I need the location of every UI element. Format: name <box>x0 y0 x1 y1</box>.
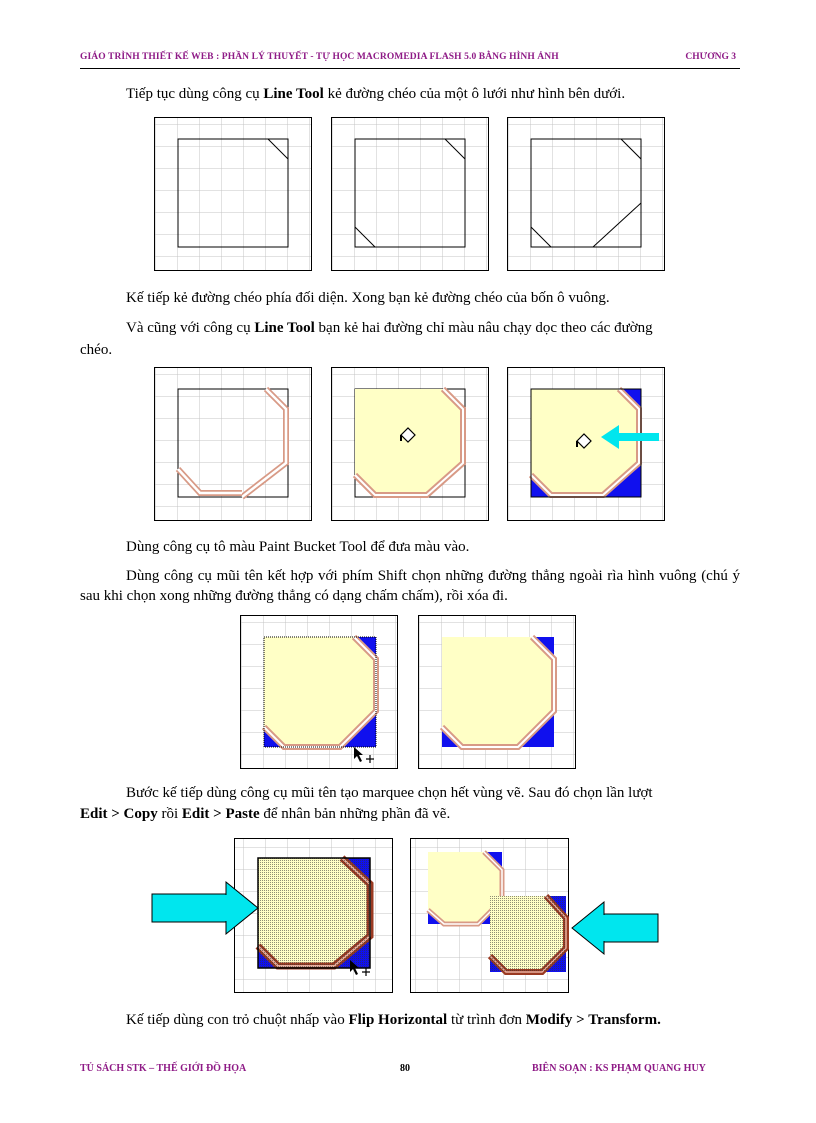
footer-series: TỦ SÁCH STK – THẾ GIỚI ĐỒ HỌA <box>80 1063 247 1074</box>
figure-step-3b <box>418 615 576 769</box>
figure-step-1c <box>507 117 665 271</box>
header-chapter: CHƯƠNG 3 <box>685 52 736 62</box>
figure-step-3a <box>240 615 398 769</box>
figure-step-4b <box>410 838 660 994</box>
figure-step-2a <box>154 367 312 521</box>
paragraph-7: Kế tiếp dùng con trỏ chuột nhấp vào Flip Horizontal từ trình đơn Modify > Transform. <box>126 1012 661 1028</box>
paragraph-3-line2: chéo. <box>80 342 113 358</box>
figure-step-1b <box>331 117 489 271</box>
page-header <box>80 48 740 69</box>
footer-author: BIÊN SOẠN : KS PHẠM QUANG HUY <box>532 1063 706 1074</box>
paragraph-6-line2: Edit > Copy rồi Edit > Paste để nhân bản những phần đã vẽ. <box>80 806 451 822</box>
figure-step-4a <box>150 838 394 994</box>
figure-step-2b <box>331 367 489 521</box>
arrow-left-icon <box>572 902 658 954</box>
paragraph-2: Kế tiếp kẻ đường chéo phía đối diện. Xong bạn kẻ đường chéo của bốn ô vuông. <box>126 290 610 306</box>
page-number: 80 <box>400 1063 410 1074</box>
figure-step-1a <box>154 117 312 271</box>
paragraph-4: Dùng công cụ tô màu Paint Bucket Tool để đưa màu vào. <box>126 539 470 555</box>
paragraph-1: Tiếp tục dùng công cụ Line Tool kẻ đường chéo của một ô lưới như hình bên dưới. <box>126 86 626 102</box>
figure-step-2c <box>507 367 665 521</box>
paragraph-5: Dùng công cụ mũi tên kết hợp với phím Shift chọn những đường thẳng ngoài rìa hình vuông (chú ý sau khi chọn xong những đường thẳng có dạng chấm chấm), rồi xóa đi. <box>80 568 740 604</box>
paragraph-3: Và cũng với công cụ Line Tool bạn kẻ hai đường chỉ màu nâu chạy dọc theo các đường <box>126 320 653 336</box>
paragraph-6: Bước kế tiếp dùng công cụ mũi tên tạo marquee chọn hết vùng vẽ. Sau đó chọn lần lượt <box>126 785 653 801</box>
header-title: GIÁO TRÌNH THIẾT KẾ WEB : PHẦN LÝ THUYẾT - TỰ HỌC MACROMEDIA FLASH 5.0 BẰNG HÌNH ẢNH <box>80 52 559 62</box>
